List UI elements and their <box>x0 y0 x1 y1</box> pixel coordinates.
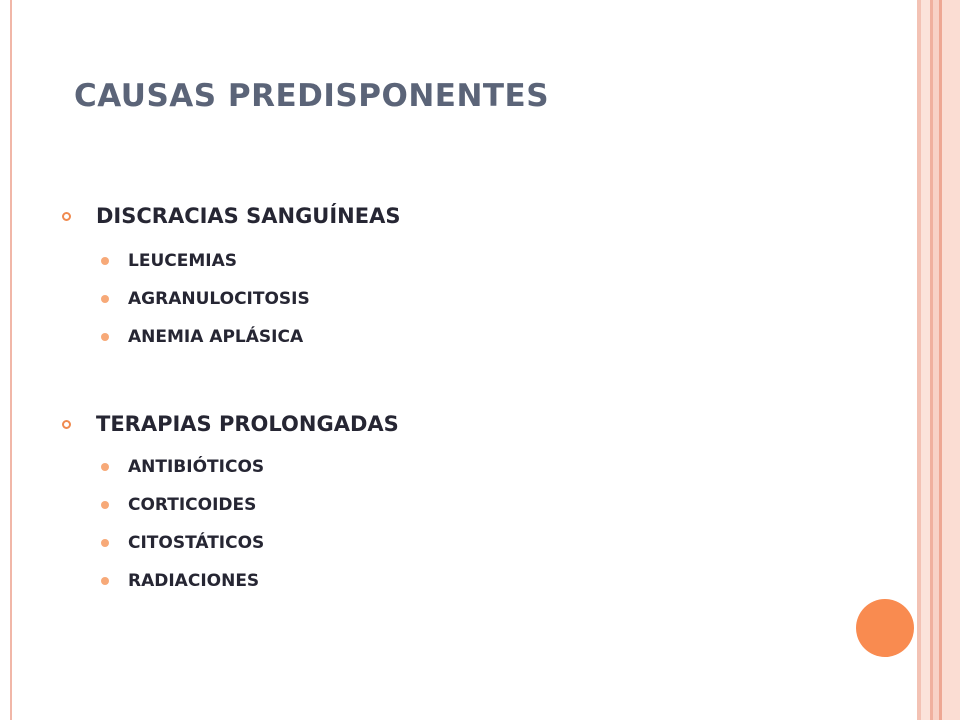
dot-bullet-icon <box>101 539 109 547</box>
list-item <box>62 280 400 318</box>
ring-bullet-icon <box>62 212 71 221</box>
slide-title: CAUSAS PREDISPONENTES <box>74 78 550 114</box>
section-heading-row <box>62 200 400 232</box>
decorative-stripe <box>921 0 930 720</box>
decorative-stripe <box>942 0 960 720</box>
list-item <box>62 448 399 486</box>
list-item <box>62 486 399 524</box>
dot-bullet-icon <box>101 577 109 585</box>
list-item <box>62 524 399 562</box>
decorative-circle <box>856 599 914 657</box>
bullet-list <box>62 448 399 600</box>
section-discracias-sanguineas <box>62 200 400 356</box>
list-item <box>62 318 400 356</box>
dot-bullet-icon <box>101 257 109 265</box>
list-item-label: ANEMIA APLÁSICA <box>128 327 304 347</box>
dot-bullet-icon <box>101 333 109 341</box>
dot-bullet-icon <box>101 501 109 509</box>
list-item-label: RADIACIONES <box>128 571 260 591</box>
dot-bullet-icon <box>101 295 109 303</box>
section-heading: DISCRACIAS SANGUÍNEAS <box>96 204 401 228</box>
dot-bullet-icon <box>101 463 109 471</box>
list-item-label: LEUCEMIAS <box>128 251 237 271</box>
list-item <box>62 242 400 280</box>
section-terapias-prolongadas <box>62 408 399 600</box>
ring-bullet-icon <box>62 420 71 429</box>
section-heading: TERAPIAS PROLONGADAS <box>96 412 399 436</box>
list-item-label: AGRANULOCITOSIS <box>128 289 310 309</box>
left-border-line <box>10 0 12 720</box>
list-item-label: ANTIBIÓTICOS <box>128 457 265 477</box>
bullet-list <box>62 242 400 356</box>
list-item <box>62 562 399 600</box>
list-item-label: CORTICOIDES <box>128 495 257 515</box>
section-heading-row <box>62 408 399 440</box>
list-item-label: CITOSTÁTICOS <box>128 533 265 553</box>
